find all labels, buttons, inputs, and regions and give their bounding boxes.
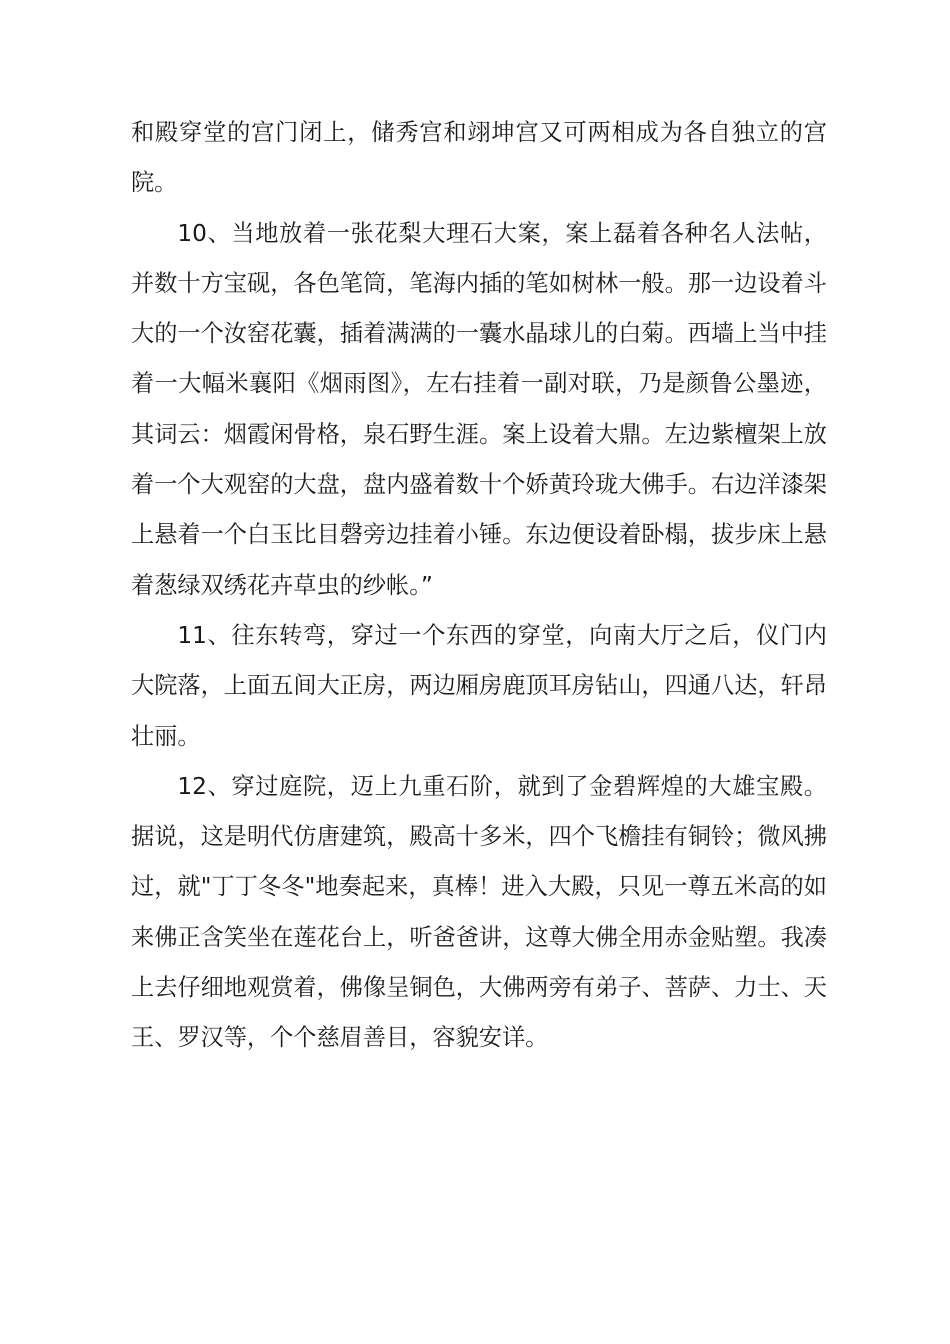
- paragraph-continuation: 和殿穿堂的宫门闭上，储秀宫和翊坤宫又可两相成为各自独立的宫院。: [131, 119, 827, 197]
- paragraph-11: 11、往东转弯，穿过一个东西的穿堂，向南大厅之后，仪门内大院落，上面五间大正房，两边厢房鹿顶耳房钻山，四通八达，轩昂壮丽。: [131, 621, 827, 750]
- paragraph-10: 10、当地放着一张花梨大理石大案，案上磊着各种名人法帖，并数十方宝砚，各色笔筒，笔海内插的笔如树林一般。那一边设着斗大的一个汝窑花囊，插着满满的一囊水晶球儿的白菊。西墙上当中挂着一大幅米襄阳《烟雨图》，左右挂着一副对联，乃是颜鲁公墨迹，其词云：烟霞闲骨格，泉石野生涯。案上设着大鼎。左边紫檀架上放着一个大观窑的大盘，盘内盛着数十个娇黄玲珑大佛手。右边洋漆架上悬着一个白玉比目磬旁边挂着小锤。东边便设着卧榻，拔步床上悬着葱绿双绣花卉草虫的纱帐。”: [131, 219, 827, 599]
- body-text: [131, 108, 827, 1064]
- paragraph-12: 12、穿过庭院，迈上九重石阶，就到了金碧辉煌的大雄宝殿。据说，这是明代仿唐建筑，殿高十多米，四个飞檐挂有铜铃；微风拂过，就"丁丁冬冬"地奏起来，真棒！进入大殿，只见一尊五米高的如来佛正含笑坐在莲花台上，听爸爸讲，这尊大佛全用赤金贴塑。我凑上去仔细地观赏着，佛像呈铜色，大佛两旁有弟子、菩萨、力士、天王、罗汉等，个个慈眉善目，容貌安详。: [131, 772, 827, 1052]
